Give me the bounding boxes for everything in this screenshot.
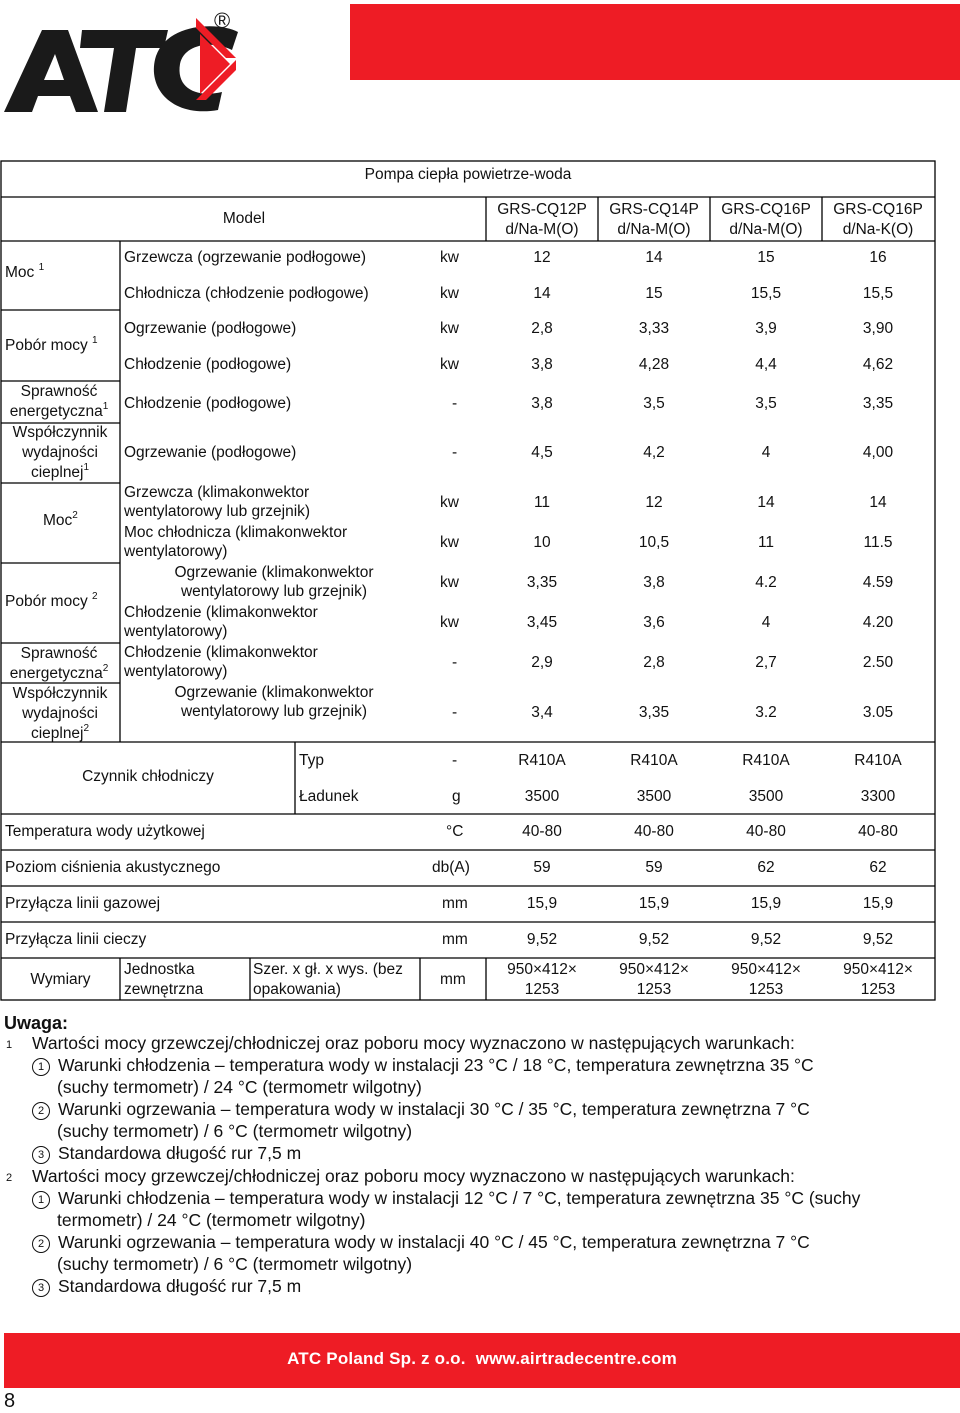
note-1-marker: 1 — [6, 1039, 13, 1051]
row-value: 3,8 — [531, 356, 553, 373]
row-unit: - — [452, 444, 458, 461]
row-label: Chłodzenie (podłogowe) — [124, 356, 292, 373]
note-1-item-2-cont: (suchy termometr) / 6 °C (termometr wilgotny) — [57, 1121, 413, 1141]
model-3-line2: d/Na-M(O) — [729, 221, 803, 238]
row-value: 40-80 — [858, 823, 898, 840]
row-unit: g — [452, 788, 461, 805]
row-unit: kw — [440, 356, 459, 373]
row-unit: kw — [440, 320, 459, 337]
row-value: 40-80 — [634, 823, 674, 840]
footer-company: ATC Poland Sp. z o.o. — [287, 1349, 466, 1368]
note-2-item-1 — [32, 1187, 860, 1209]
row-value: 4 — [761, 614, 771, 631]
circled-number-icon: 1 — [32, 1191, 50, 1209]
row-label-line1: Grzewcza (klimakonwektor — [124, 484, 310, 501]
dimensions-sub2-line2: opakowania) — [253, 981, 341, 998]
row-label-line2: wentylatorowy) — [124, 543, 228, 560]
row-value: 3,9 — [755, 320, 777, 337]
row-value: 15,5 — [862, 285, 894, 302]
row-label: Chłodnicza (chłodzenie podłogowe) — [124, 285, 369, 302]
row-value: 15,5 — [750, 285, 782, 302]
row-value: 3,35 — [526, 574, 558, 591]
row-value: 3,35 — [862, 395, 894, 412]
group-wsp-2-line1: Współczynnik — [12, 685, 108, 702]
footer-band — [4, 1333, 960, 1388]
row-label: Ogrzewanie (podłogowe) — [124, 320, 297, 337]
row-value: 12 — [533, 249, 551, 266]
group-pobor-2-sup: 2 — [92, 590, 98, 602]
group-wsp-1-line1: Współczynnik — [12, 424, 108, 441]
row-value: 40-80 — [522, 823, 562, 840]
model-1-line1: GRS-CQ12P — [497, 201, 587, 218]
model-1-line2: d/Na-M(O) — [505, 221, 579, 238]
row-label: Temperatura wody użytkowej — [5, 823, 205, 840]
group-sprawnosc-2-line2: energetyczna — [9, 665, 103, 682]
row-label-line2: wentylatorowy lub grzejnik) — [180, 583, 368, 600]
row-label — [124, 523, 347, 561]
note-1-item-2-text: Warunki ogrzewania – temperatura wody w instalacji 30 °C / 35 °C, temperatura zewnętrzna 7 °C — [58, 1099, 810, 1119]
dimensions-sub2-line1: Szer. x gł. x wys. (bez — [253, 961, 403, 978]
row-value: 11 — [533, 494, 551, 511]
row-value: 10 — [533, 534, 551, 551]
row-value: 14 — [757, 494, 775, 511]
model-label: Model — [222, 210, 266, 227]
dim-value-line2: 1253 — [748, 981, 784, 998]
model-header-2 — [598, 200, 710, 240]
dimensions-measure-type — [253, 960, 403, 1000]
group-wsp-2-sup: 2 — [83, 722, 90, 734]
circled-number-icon: 2 — [32, 1235, 50, 1253]
group-moc-1-sup: 1 — [38, 261, 45, 273]
row-value: 3,5 — [643, 395, 665, 412]
row-label-line1: Chłodzenie (klimakonwektor — [124, 644, 318, 661]
group-moc-1-label: Moc — [5, 264, 35, 281]
circled-number-icon: 3 — [32, 1279, 50, 1297]
row-label: Przyłącza linii cieczy — [5, 931, 147, 948]
model-header-3 — [710, 200, 822, 240]
row-unit: mm — [442, 895, 468, 912]
row-value — [486, 960, 598, 1000]
row-unit: kw — [440, 574, 459, 591]
row-value: 15,9 — [526, 895, 558, 912]
model-4-line2: d/Na-K(O) — [842, 221, 914, 238]
row-value: 10,5 — [638, 534, 670, 551]
row-value: R410A — [854, 752, 902, 769]
row-value: 4,5 — [531, 444, 553, 461]
note-2-item-2-text: Warunki ogrzewania – temperatura wody w instalacji 40 °C / 45 °C, temperatura zewnętrzna 7 °C — [58, 1232, 810, 1252]
atc-logo — [0, 0, 260, 130]
row-value: 15,9 — [862, 895, 894, 912]
group-wsp-1-line2: wydajności — [22, 444, 98, 461]
row-value: 3,8 — [531, 395, 553, 412]
row-value: 3,6 — [643, 614, 665, 631]
row-value: 9,52 — [638, 931, 670, 948]
header-red-band — [350, 4, 960, 80]
group-moc-2 — [43, 511, 78, 531]
row-value: 11 — [757, 534, 775, 551]
footer-text — [4, 1349, 960, 1369]
note-2-item-2 — [32, 1231, 810, 1253]
row-unit: - — [452, 395, 458, 412]
registered-mark: ® — [214, 8, 231, 33]
row-value: 62 — [869, 859, 887, 876]
row-label-line1: Ogrzewanie (klimakonwektor — [174, 564, 374, 581]
group-sprawnosc-2 — [1, 644, 117, 684]
row-label — [124, 603, 318, 641]
group-moc-1 — [5, 263, 44, 283]
note-1-item-3-text: Standardowa długość rur 7,5 m — [58, 1143, 302, 1163]
footer-url[interactable]: www.airtradecentre.com — [475, 1349, 677, 1368]
row-unit: kw — [440, 249, 459, 266]
row-value: 15,9 — [750, 895, 782, 912]
row-unit: °C — [446, 823, 464, 840]
group-sprawnosc-1 — [1, 382, 117, 422]
dimensions-label: Wymiary — [30, 971, 91, 988]
dim-value-line1: 950×412× — [507, 961, 577, 978]
row-value: 3,45 — [526, 614, 558, 631]
row-value: 11.5 — [863, 534, 893, 551]
row-unit: kw — [440, 494, 459, 511]
circled-number-icon: 3 — [32, 1146, 50, 1164]
row-value: 3300 — [860, 788, 896, 805]
dim-value-line1: 950×412× — [731, 961, 801, 978]
note-2-item-3 — [32, 1275, 301, 1297]
row-value: 2.50 — [862, 654, 894, 671]
model-2-line2: d/Na-M(O) — [617, 221, 691, 238]
row-value: 4,62 — [862, 356, 894, 373]
row-unit: - — [452, 704, 458, 721]
row-value: 14 — [533, 285, 551, 302]
row-value: 3,90 — [862, 320, 894, 337]
group-wsp-2-line2: wydajności — [22, 705, 98, 722]
group-moc-2-sup: 2 — [72, 509, 78, 521]
row-label: Poziom ciśnienia akustycznego — [5, 859, 221, 876]
group-sprawnosc-2-line1: Sprawność — [20, 645, 98, 662]
row-value: 3,35 — [638, 704, 670, 721]
row-value: 4.59 — [862, 574, 894, 591]
row-value: 9,52 — [526, 931, 558, 948]
group-wsp-2-line3: cieplnej — [30, 725, 84, 742]
group-pobor-2-label: Pobór mocy — [5, 593, 88, 610]
row-value — [710, 960, 822, 1000]
row-value: 2,9 — [531, 654, 553, 671]
row-value: 9,52 — [862, 931, 894, 948]
model-4-line1: GRS-CQ16P — [833, 201, 923, 218]
group-wspolczynnik-1 — [1, 423, 119, 483]
row-value: 15,9 — [638, 895, 670, 912]
note-2-text: Wartości mocy grzewczej/chłodniczej oraz poboru mocy wyznaczono w następujących warunkach: — [32, 1166, 795, 1186]
row-value: 4.2 — [755, 574, 777, 591]
refrigerant-charge-label: Ładunek — [299, 788, 359, 805]
refrigerant-type-label: Typ — [299, 752, 324, 769]
circled-number-icon: 1 — [32, 1058, 50, 1076]
row-unit: mm — [440, 971, 466, 988]
refrigerant-label: Czynnik chłodniczy — [82, 768, 214, 785]
row-label-line2: wentylatorowy lub grzejnik) — [180, 703, 368, 720]
row-value: 4.20 — [862, 614, 894, 631]
row-value: 4,2 — [643, 444, 665, 461]
row-label — [124, 683, 424, 721]
group-pobor-2 — [5, 592, 98, 612]
group-wsp-1-sup: 1 — [83, 461, 90, 473]
note-1-item-1-text: Warunki chłodzenia – temperatura wody w instalacji 23 °C / 18 °C, temperatura zewnętrzna 35 °C — [58, 1055, 814, 1075]
row-value: R410A — [518, 752, 566, 769]
model-header-1 — [486, 200, 598, 240]
row-label: Przyłącza linii gazowej — [5, 895, 161, 912]
note-1-item-2 — [32, 1098, 810, 1120]
note-2-item-1-text: Warunki chłodzenia – temperatura wody w instalacji 12 °C / 7 °C, temperatura zewnętrzna 35 °C (suchy — [58, 1188, 861, 1208]
row-value: 4,28 — [638, 356, 670, 373]
note-2-item-3-text: Standardowa długość rur 7,5 m — [58, 1276, 302, 1296]
row-value: 3,5 — [755, 395, 777, 412]
row-value: 2,7 — [755, 654, 777, 671]
row-label — [124, 483, 310, 521]
table-title: Pompa ciepła powietrze-woda — [364, 166, 572, 183]
row-value: 3500 — [636, 788, 672, 805]
row-value: 40-80 — [746, 823, 786, 840]
row-unit: - — [452, 654, 458, 671]
row-value: 3500 — [748, 788, 784, 805]
group-sprawnosc-1-line2: energetyczna — [9, 403, 103, 420]
row-value — [598, 960, 710, 1000]
row-value: 9,52 — [750, 931, 782, 948]
page-number: 8 — [4, 1390, 16, 1412]
note-1-item-1 — [32, 1054, 814, 1076]
row-value: 3,8 — [643, 574, 665, 591]
dim-value-line1: 950×412× — [843, 961, 913, 978]
group-wspolczynnik-2 — [1, 684, 119, 744]
notes-heading: Uwaga: — [4, 1013, 69, 1033]
row-label-line1: Chłodzenie (klimakonwektor — [124, 604, 318, 621]
row-value: 4,4 — [755, 356, 777, 373]
row-value: 3,33 — [638, 320, 670, 337]
note-2-item-1-cont: termometr) / 24 °C (termometr wilgotny) — [57, 1210, 366, 1230]
row-value — [822, 960, 934, 1000]
row-unit: kw — [440, 534, 459, 551]
row-label: Grzewcza (ogrzewanie podłogowe) — [124, 249, 367, 266]
group-pobor-1 — [5, 336, 98, 356]
row-value: 62 — [757, 859, 775, 876]
dim-value-line2: 1253 — [636, 981, 672, 998]
row-value: 3500 — [524, 788, 560, 805]
row-value: 59 — [533, 859, 551, 876]
row-value: 14 — [869, 494, 887, 511]
row-label-line1: Ogrzewanie (klimakonwektor — [174, 684, 374, 701]
row-value: 3.2 — [755, 704, 777, 721]
circled-number-icon: 2 — [32, 1102, 50, 1120]
row-label-line2: wentylatorowy) — [124, 623, 228, 640]
row-label-line2: wentylatorowy lub grzejnik) — [124, 503, 311, 520]
row-value: 4 — [761, 444, 771, 461]
dimensions-unit-type — [124, 960, 203, 1000]
group-wsp-1-line3: cieplnej — [30, 464, 84, 481]
note-2-item-2-cont: (suchy termometr) / 6 °C (termometr wilgotny) — [57, 1254, 413, 1274]
row-label: Ogrzewanie (podłogowe) — [124, 444, 297, 461]
row-label-line2: wentylatorowy) — [124, 663, 228, 680]
row-unit: kw — [440, 614, 459, 631]
dim-value-line2: 1253 — [524, 981, 560, 998]
note-1-item-1-cont: (suchy termometr) / 24 °C (termometr wilgotny) — [57, 1077, 422, 1097]
row-value: 16 — [869, 249, 887, 266]
note-1-text: Wartości mocy grzewczej/chłodniczej oraz poboru mocy wyznaczono w następujących warunkach: — [32, 1033, 795, 1053]
row-value: 4,00 — [862, 444, 894, 461]
row-value: 12 — [645, 494, 663, 511]
row-unit: db(A) — [432, 859, 470, 876]
row-label — [124, 563, 424, 601]
model-header-4 — [822, 200, 934, 240]
row-value: 59 — [645, 859, 663, 876]
dim-value-line2: 1253 — [860, 981, 896, 998]
dimensions-sub1-line2: zewnętrzna — [124, 981, 204, 998]
row-unit: - — [452, 752, 458, 769]
group-sprawnosc-1-sup: 1 — [102, 400, 109, 412]
row-unit: mm — [442, 931, 468, 948]
row-value: 3.05 — [862, 704, 894, 721]
row-value: 14 — [645, 249, 663, 266]
group-moc-2-label: Moc — [43, 512, 73, 529]
row-value: 2,8 — [531, 320, 553, 337]
row-value: 15 — [757, 249, 775, 266]
row-value: R410A — [742, 752, 790, 769]
model-3-line1: GRS-CQ16P — [721, 201, 811, 218]
row-value: 15 — [645, 285, 663, 302]
group-sprawnosc-1-line1: Sprawność — [20, 383, 98, 400]
model-2-line1: GRS-CQ14P — [609, 201, 699, 218]
dim-value-line1: 950×412× — [619, 961, 689, 978]
row-value: 2,8 — [643, 654, 665, 671]
row-label-line1: Moc chłodnicza (klimakonwektor — [124, 524, 348, 541]
group-pobor-1-sup: 1 — [92, 334, 98, 346]
group-sprawnosc-2-sup: 2 — [102, 662, 109, 674]
row-label — [124, 643, 318, 681]
group-pobor-1-label: Pobór mocy — [5, 337, 88, 354]
note-2-marker: 2 — [6, 1172, 13, 1184]
spec-table — [0, 160, 936, 1000]
row-label: Chłodzenie (podłogowe) — [124, 395, 292, 412]
row-value: R410A — [630, 752, 678, 769]
row-value: 3,4 — [531, 704, 553, 721]
row-unit: kw — [440, 285, 459, 302]
dimensions-sub1-line1: Jednostka — [124, 961, 195, 978]
note-1-item-3 — [32, 1142, 301, 1164]
